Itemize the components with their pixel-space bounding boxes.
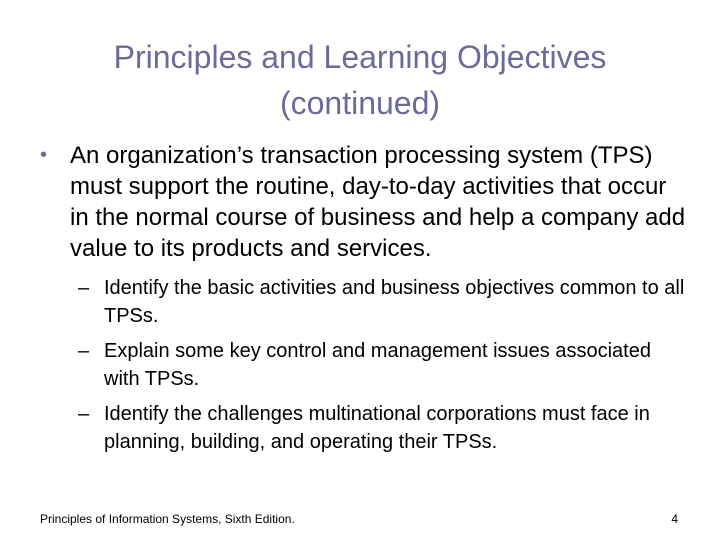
title-line-2: (continued) — [279, 85, 441, 121]
sub-bullet-item — [38, 274, 688, 330]
dash-icon: – — [78, 403, 90, 425]
sub-bullet-item — [38, 400, 688, 456]
sub-bullet-text: Identify the basic activities and business objectives common to all TPSs. — [104, 277, 685, 327]
slide-content — [38, 140, 688, 463]
sub-bullet-text: Explain some key control and management issues associated with TPSs. — [104, 340, 651, 390]
dash-icon: – — [78, 340, 90, 362]
sub-bullet-list — [38, 274, 688, 456]
sub-bullet-item — [38, 337, 688, 393]
main-bullet-text: An organization’s transaction processing system (TPS) must support the routine, day-to-day activities that occur in the normal course of business and help a company add value to its products and services. — [70, 142, 686, 262]
slide-title — [40, 34, 680, 126]
dash-icon: – — [78, 277, 90, 299]
sub-bullet-text: Identify the challenges multinational corporations must face in planning, building, and operating their TPSs. — [104, 403, 650, 453]
main-bullet — [38, 140, 688, 264]
footer-text: Principles of Information Systems, Sixth Edition. — [40, 512, 295, 526]
bullet-icon: • — [40, 144, 48, 166]
page-number: 4 — [671, 512, 678, 526]
title-line-1: Principles and Learning Objectives — [113, 39, 607, 75]
